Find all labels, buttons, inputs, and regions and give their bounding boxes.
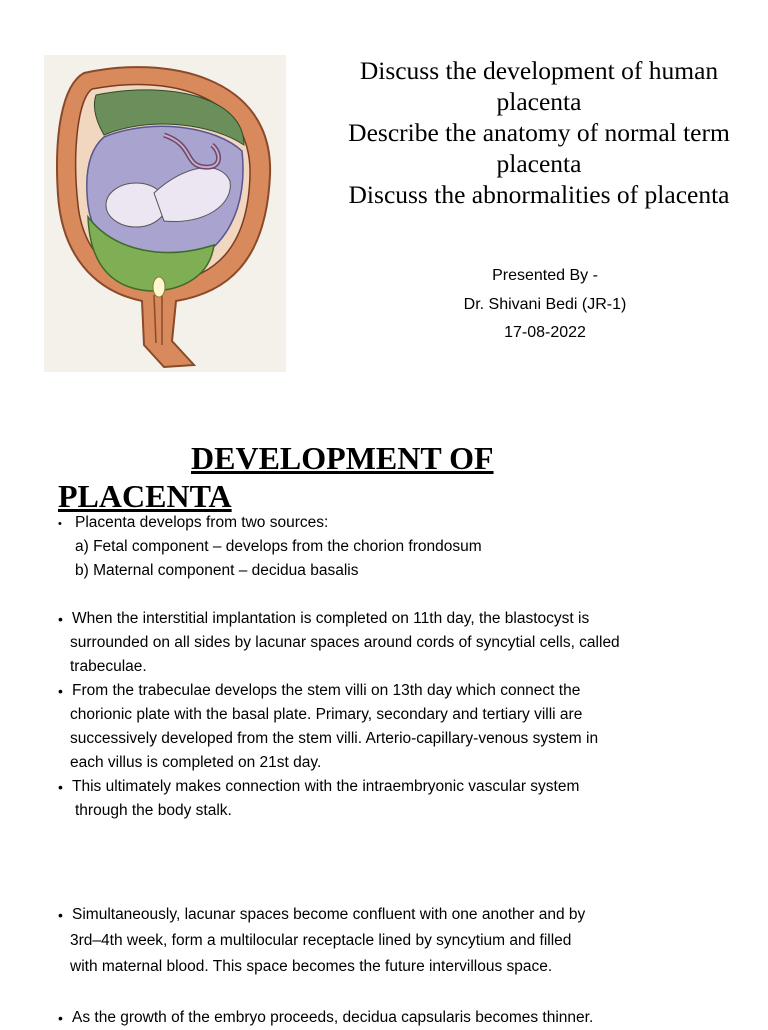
text-line: When the interstitial implantation is completed on 11th day, the blastocyst is <box>72 610 590 627</box>
title-line: Discuss the abnormalities of placenta <box>348 180 730 209</box>
text-line: Placenta develops from two sources: <box>75 514 329 531</box>
presenter-label: Presented By - <box>492 267 598 284</box>
uterus-fetus-svg <box>44 55 286 372</box>
text-line: successively developed from the stem villi. Arterio-capillary-venous system in <box>70 730 599 747</box>
uterus-fetus-illustration <box>44 55 286 372</box>
bullet-icon: • <box>58 683 63 699</box>
text-line: a) Fetal component – develops from the chorion frondosum <box>75 538 482 555</box>
text-line: surrounded on all sides by lacunar spaces around cords of syncytial cells, called <box>70 634 620 651</box>
bullet-icon: • <box>58 1010 63 1026</box>
title-line: Describe the anatomy of normal term <box>348 118 730 147</box>
presenter-name: Dr. Shivani Bedi (JR-1) <box>463 295 627 313</box>
presentation-date: 17-08-2022 <box>504 324 586 341</box>
section-heading-line2: PLACENTA <box>58 478 232 514</box>
text-line: Simultaneously, lacunar spaces become confluent with one another and by <box>72 906 586 923</box>
text-line: As the growth of the embryo proceeds, decidua capsularis becomes thinner. <box>72 1009 594 1026</box>
text-line: trabeculae. <box>70 658 147 675</box>
bullet-icon: • <box>58 611 63 627</box>
text-line: This ultimately makes connection with the intraembryonic vascular system <box>72 778 580 795</box>
fetus-head-shape <box>106 183 166 227</box>
text-line: with maternal blood. This space becomes the future intervillous space. <box>70 958 553 975</box>
text-line: From the trabeculae develops the stem villi on 13th day which connect the <box>72 682 581 699</box>
slide-title <box>310 55 768 210</box>
section-heading-line1: DEVELOPMENT OF <box>191 440 494 476</box>
title-line: placenta <box>496 87 582 116</box>
text-line: chorionic plate with the basal plate. Primary, secondary and tertiary villi are <box>70 706 583 723</box>
title-line: Discuss the development of human <box>359 56 719 85</box>
text-line: each villus is completed on 21st day. <box>70 754 322 771</box>
presenter-block <box>420 262 670 348</box>
text-line: 3rd–4th week, form a multilocular receptacle lined by syncytium and filled <box>70 932 572 949</box>
bullet-icon: • <box>58 518 62 530</box>
title-line: placenta <box>496 149 582 178</box>
bullet-icon: • <box>58 779 63 795</box>
text-line: b) Maternal component – decidua basalis <box>75 562 359 579</box>
bullet-icon: • <box>58 907 63 923</box>
text-line: through the body stalk. <box>75 802 232 819</box>
